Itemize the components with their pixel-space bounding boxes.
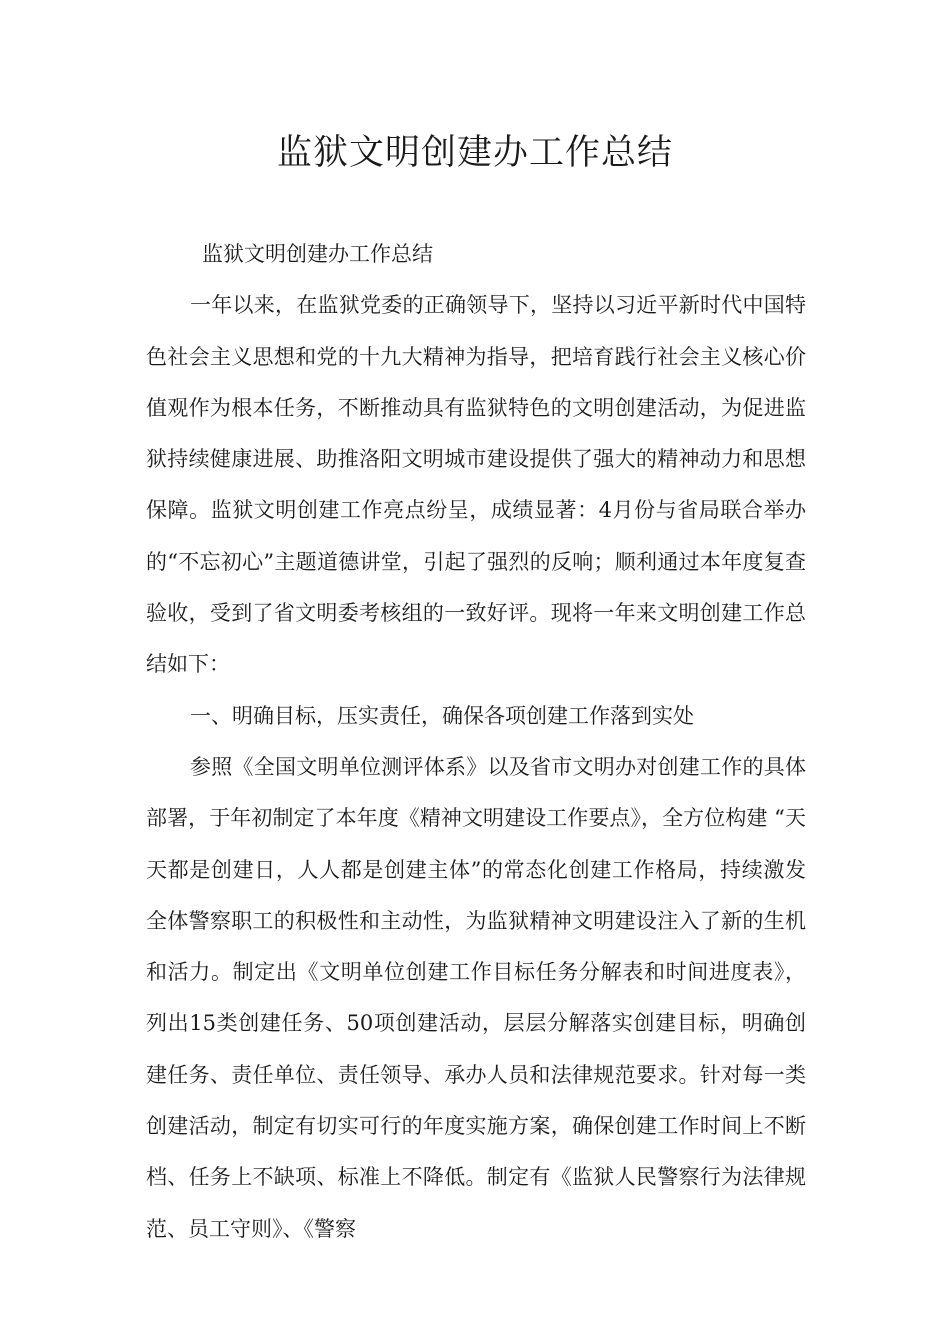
paragraph-subtitle: 监狱文明创建办工作总结: [202, 242, 433, 266]
document-title: 监狱文明创建办工作总结: [276, 133, 673, 173]
paragraph-intro: 一年以来，在监狱党委的正确领导下，坚持以习近平新时代中国特色社会主义思想和党的十九大精神为指导，把培育践行社会主义核心价值观作为根本任务，不断推动具有监狱特色的文明创建活动，为促进监狱持续健康进展、助推洛阳文明城市建设提供了强大的精神动力和思想保障。监狱文明创建工作亮点纷呈，成绩显著：4月份与省局联合举办的“不忘初心”主题道德讲堂，引起了强烈的反响；顺利通过本年度复查验收，受到了省文明委考核组的一致好评。现将一年来文明创建工作总结如下：: [146, 293, 806, 677]
document-body: [146, 229, 806, 1255]
paragraph-section-1: 参照《全国文明单位测评体系》以及省市文明办对创建工作的具体部署，于年初制定了本年度《精神文明建设工作要点》，全方位构建 “天天都是创建日，人人都是创建主体”的常态化创建工作格局，持续激发全体警察职工的积极性和主动性，为监狱精神文明建设注入了新的生机和活力。制定出《文明单位创建工作目标任务分解表和时间进度表》，列出15类创建任务、50项创建活动，层层分解落实创建目标，明确创建任务、责任单位、责任领导、承办人员和法律规范要求。针对每一类创建活动，制定有切实可行的年度实施方案，确保创建工作时间上不断档、任务上不缺项、标准上不降低。制定有《监狱人民警察行为法律规范、员工守则》、《警察: [146, 754, 806, 1241]
section-heading-1: 一、明确目标，压实责任，确保各项创建工作落到实处: [190, 703, 694, 728]
